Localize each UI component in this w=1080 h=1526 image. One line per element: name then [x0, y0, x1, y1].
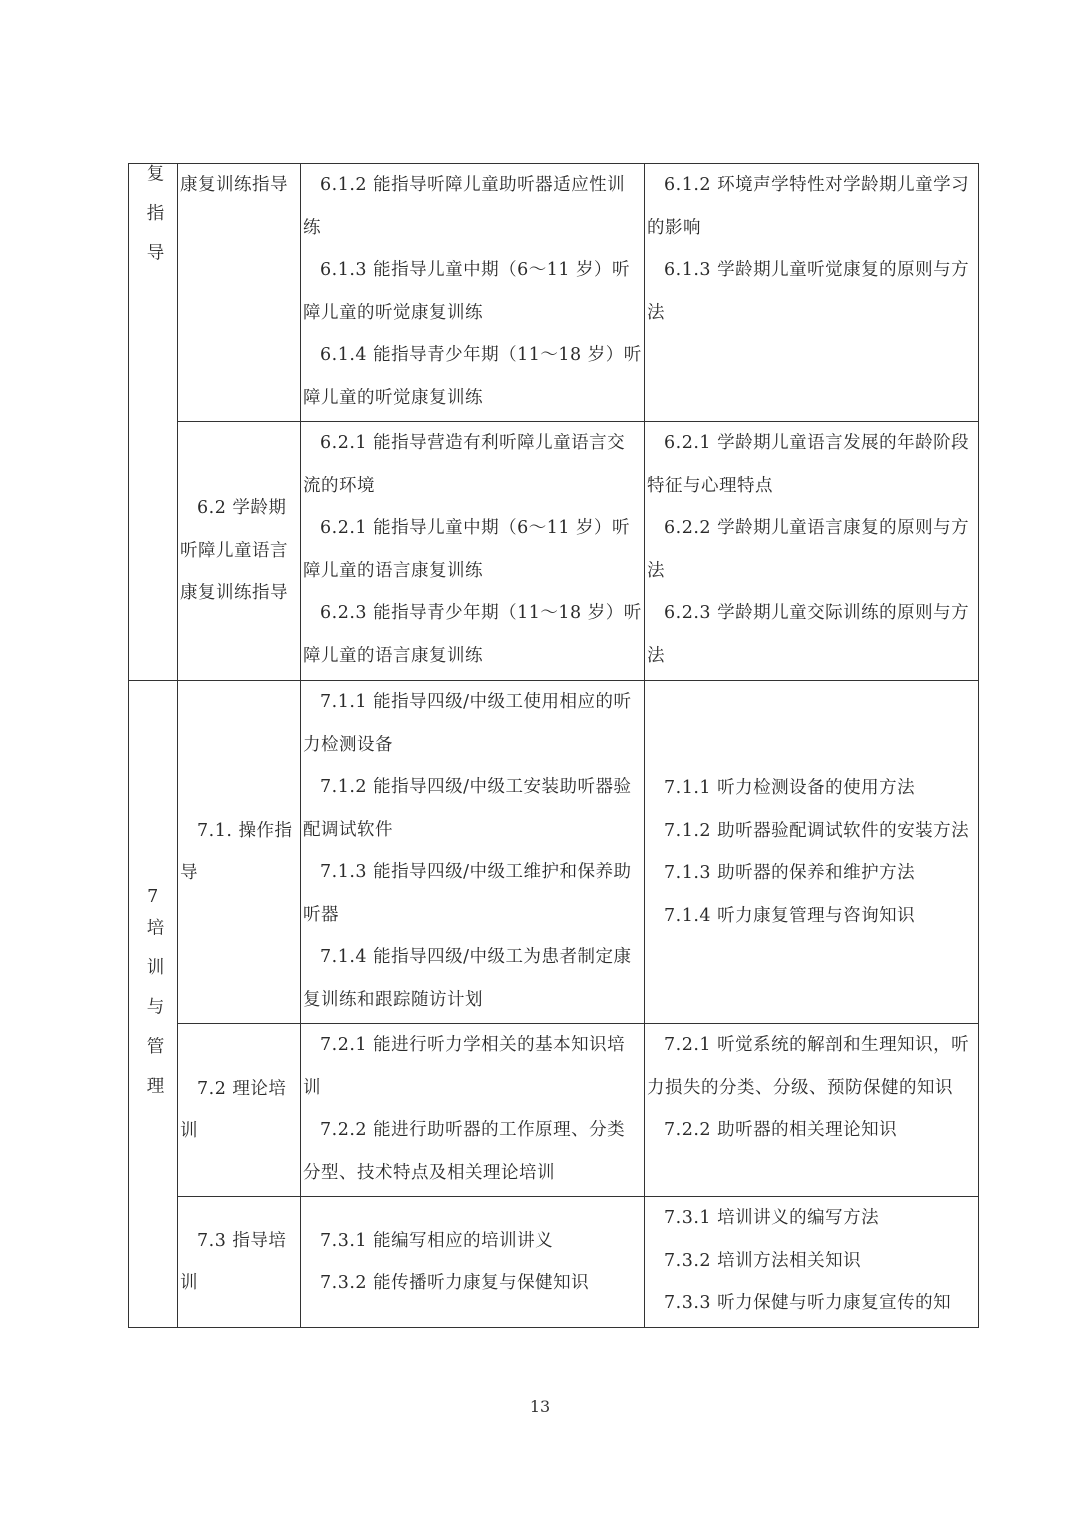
skill-item: 6.1.4 能指导青少年期（11～18 岁）听障儿童的听觉康复训练 — [303, 345, 642, 408]
knowledge-item: 7.1.2 助听器验配调试软件的安装方法 — [664, 820, 970, 841]
knowledge-cell — [645, 422, 979, 681]
table-row — [129, 1197, 979, 1328]
skills-table — [128, 163, 979, 1328]
section-cell-7 — [129, 681, 178, 1328]
unit-cell — [178, 681, 301, 1024]
section-number: 7 — [147, 886, 159, 907]
unit-label: 6.2 学龄期听障儿童语言康复训练指导 — [180, 498, 288, 604]
vertical-text: 培训与管理 — [144, 918, 164, 1116]
knowledge-item: 7.1.3 助听器的保养和维护方法 — [664, 863, 916, 883]
unit-label: 康复训练指导 — [180, 175, 288, 195]
skill-item: 6.2.1 能指导儿童中期（6～11 岁）听障儿童的语言康复训练 — [303, 518, 631, 581]
skill-item: 7.2.2 能进行助听器的工作原理、分类分型、技术特点及相关理论培训 — [303, 1120, 626, 1183]
unit-cell — [178, 422, 301, 681]
skills-cell — [301, 1197, 645, 1328]
skill-item: 6.2.3 能指导青少年期（11～18 岁）听障儿童的语言康复训练 — [303, 603, 642, 666]
table-row — [129, 164, 979, 422]
knowledge-item: 7.3.3 听力保健与听力康复宣传的知 — [664, 1293, 952, 1313]
knowledge-item: 6.1.3 学龄期儿童听觉康复的原则与方法 — [647, 260, 970, 323]
knowledge-cell — [645, 1197, 979, 1328]
skills-cell — [301, 1024, 645, 1197]
unit-label: 7.1. 操作指导 — [180, 820, 293, 883]
skill-item: 6.2.1 能指导营造有利听障儿童语言交流的环境 — [303, 433, 626, 496]
knowledge-item: 7.2.2 助听器的相关理论知识 — [664, 1120, 898, 1140]
knowledge-item: 7.3.2 培训方法相关知识 — [664, 1250, 862, 1271]
knowledge-item: 6.2.1 学龄期儿童语言发展的年龄阶段特征与心理特点 — [647, 433, 970, 496]
skill-item: 7.3.1 能编写相应的培训讲义 — [320, 1230, 554, 1251]
skill-item: 7.3.2 能传播听力康复与保健知识 — [320, 1273, 590, 1293]
unit-cell — [178, 164, 301, 422]
table-row — [129, 681, 979, 1024]
knowledge-item: 7.1.4 听力康复管理与咨询知识 — [664, 905, 916, 926]
skill-item: 6.1.2 能指导听障儿童助听器适应性训练 — [303, 175, 626, 238]
skill-item: 7.1.2 能指导四级/中级工安装助听器验配调试软件 — [303, 777, 632, 840]
skill-item: 7.1.3 能指导四级/中级工维护和保养助听器 — [303, 862, 632, 925]
unit-cell — [178, 1024, 301, 1197]
knowledge-cell — [645, 164, 979, 422]
knowledge-item: 6.2.2 学龄期儿童语言康复的原则与方法 — [647, 518, 970, 581]
skill-item: 7.1.4 能指导四级/中级工为患者制定康复训练和跟踪随访计划 — [303, 947, 632, 1010]
unit-label: 7.3 指导培训 — [180, 1230, 287, 1293]
knowledge-item: 6.2.3 学龄期儿童交际训练的原则与方法 — [647, 603, 970, 666]
vertical-text: 复指导 — [144, 164, 164, 283]
section-cell-6 — [129, 164, 178, 681]
skills-cell — [301, 422, 645, 681]
unit-cell — [178, 1197, 301, 1328]
table-row — [129, 422, 979, 681]
knowledge-item: 7.1.1 听力检测设备的使用方法 — [664, 778, 916, 798]
knowledge-cell — [645, 1024, 979, 1197]
skills-cell — [301, 681, 645, 1024]
page-number: 13 — [529, 1397, 551, 1416]
table-row — [129, 1024, 979, 1197]
skill-item: 7.2.1 能进行听力学相关的基本知识培训 — [303, 1035, 626, 1098]
skill-item: 6.1.3 能指导儿童中期（6～11 岁）听障儿童的听觉康复训练 — [303, 260, 631, 323]
unit-label: 7.2 理论培训 — [180, 1078, 287, 1141]
knowledge-item: 7.3.1 培训讲义的编写方法 — [664, 1208, 880, 1228]
skill-item: 7.1.1 能指导四级/中级工使用相应的听力检测设备 — [303, 692, 632, 755]
knowledge-cell — [645, 681, 979, 1024]
knowledge-item: 7.2.1 听觉系统的解剖和生理知识，听力损失的分类、分级、预防保健的知识 — [647, 1035, 970, 1098]
knowledge-item: 6.1.2 环境声学特性对学龄期儿童学习的影响 — [647, 175, 970, 238]
skills-cell — [301, 164, 645, 422]
